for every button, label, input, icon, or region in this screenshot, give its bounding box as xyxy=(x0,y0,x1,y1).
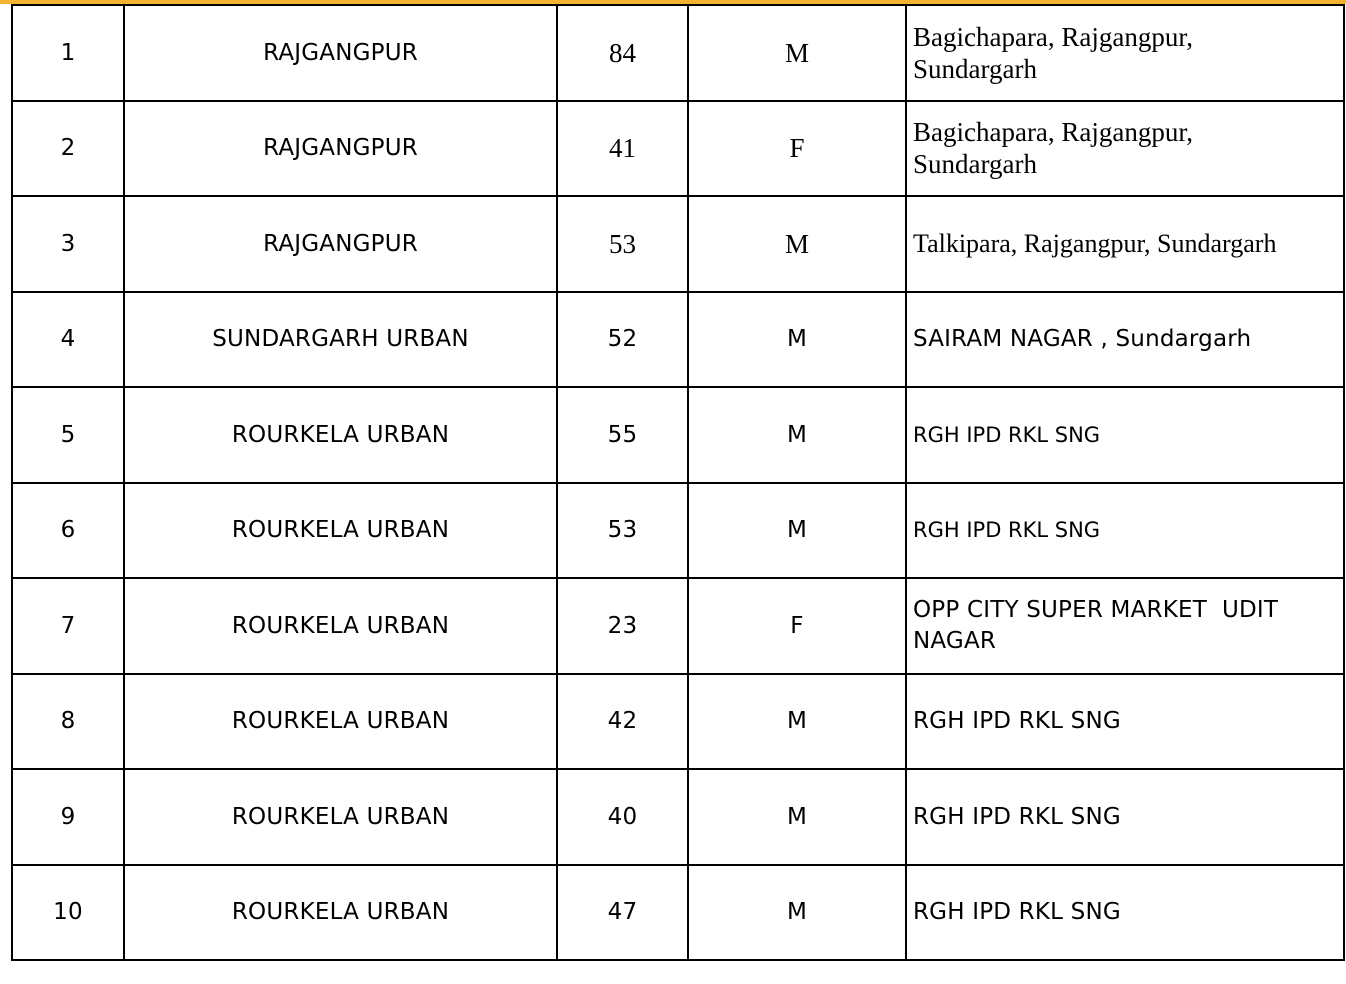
address-cell[interactable] xyxy=(906,865,1344,961)
address-text: RGH IPD RKL SNG xyxy=(913,899,1121,926)
district-cell[interactable] xyxy=(124,865,557,961)
district-cell[interactable] xyxy=(124,5,557,101)
serial-number-cell[interactable] xyxy=(12,674,124,770)
serial-number-cell[interactable] xyxy=(12,5,124,101)
serial-number: 8 xyxy=(60,708,76,735)
district-name: ROURKELA URBAN xyxy=(231,803,450,830)
serial-number: 3 xyxy=(60,230,76,257)
serial-number-cell[interactable] xyxy=(12,578,124,674)
address-text: SAIRAM NAGAR , Sundargarh xyxy=(913,326,1252,353)
table-row xyxy=(12,674,1344,770)
sex-value: F xyxy=(790,612,804,639)
sex-cell[interactable] xyxy=(688,5,906,101)
serial-number: 4 xyxy=(60,326,76,353)
address-text: Talkipara, Rajgangpur, Sundargarh xyxy=(913,228,1277,258)
district-cell[interactable] xyxy=(124,769,557,865)
address-text: RGH IPD RKL SNG xyxy=(913,803,1121,830)
address-text: Bagichapara, Rajgangpur, Sundargarh xyxy=(913,117,1194,180)
sex-cell[interactable] xyxy=(688,674,906,770)
serial-number: 2 xyxy=(60,135,76,162)
address-cell[interactable] xyxy=(906,674,1344,770)
age-value: 41 xyxy=(609,133,636,164)
age-value: 42 xyxy=(607,708,638,735)
district-cell[interactable] xyxy=(124,674,557,770)
sex-value: M xyxy=(786,899,808,926)
sex-cell[interactable] xyxy=(688,101,906,197)
table-row xyxy=(12,387,1344,483)
table-row xyxy=(12,292,1344,388)
sex-cell[interactable] xyxy=(688,196,906,292)
district-cell[interactable] xyxy=(124,483,557,579)
address-cell[interactable] xyxy=(906,101,1344,197)
age-cell[interactable] xyxy=(557,674,688,770)
district-cell[interactable] xyxy=(124,196,557,292)
district-name: ROURKELA URBAN xyxy=(231,421,450,448)
sex-cell[interactable] xyxy=(688,483,906,579)
age-cell[interactable] xyxy=(557,101,688,197)
address-text: RGH IPD RKL SNG xyxy=(913,518,1101,543)
address-cell[interactable] xyxy=(906,387,1344,483)
sex-value: M xyxy=(786,421,808,448)
serial-number: 1 xyxy=(60,39,76,66)
age-value: 55 xyxy=(607,421,638,448)
sex-cell[interactable] xyxy=(688,387,906,483)
age-value: 53 xyxy=(609,228,636,259)
age-cell[interactable] xyxy=(557,483,688,579)
district-name: ROURKELA URBAN xyxy=(231,708,450,735)
address-cell[interactable] xyxy=(906,5,1344,101)
age-value: 84 xyxy=(609,37,636,68)
age-cell[interactable] xyxy=(557,5,688,101)
sex-value: F xyxy=(789,133,805,164)
age-cell[interactable] xyxy=(557,769,688,865)
serial-number-cell[interactable] xyxy=(12,196,124,292)
district-name: RAJGANGPUR xyxy=(263,135,418,162)
table-row xyxy=(12,578,1344,674)
district-name: RAJGANGPUR xyxy=(263,39,418,66)
serial-number-cell[interactable] xyxy=(12,865,124,961)
sex-value: M xyxy=(786,326,808,353)
serial-number: 7 xyxy=(60,612,76,639)
age-value: 53 xyxy=(607,517,638,544)
district-name: SUNDARGARH URBAN xyxy=(212,326,469,353)
age-cell[interactable] xyxy=(557,196,688,292)
district-name: RAJGANGPUR xyxy=(263,230,418,257)
sex-value: M xyxy=(784,37,809,68)
district-cell[interactable] xyxy=(124,578,557,674)
table-row xyxy=(12,101,1344,197)
age-cell[interactable] xyxy=(557,387,688,483)
age-value: 47 xyxy=(607,899,638,926)
serial-number: 9 xyxy=(60,803,76,830)
table-row xyxy=(12,769,1344,865)
district-cell[interactable] xyxy=(124,292,557,388)
serial-number-cell[interactable] xyxy=(12,769,124,865)
address-cell[interactable] xyxy=(906,578,1344,674)
district-cell[interactable] xyxy=(124,101,557,197)
age-cell[interactable] xyxy=(557,578,688,674)
table-row xyxy=(12,5,1344,101)
serial-number-cell[interactable] xyxy=(12,387,124,483)
address-text: RGH IPD RKL SNG xyxy=(913,708,1121,735)
age-value: 40 xyxy=(607,803,638,830)
serial-number: 6 xyxy=(60,517,76,544)
table-row xyxy=(12,483,1344,579)
address-cell[interactable] xyxy=(906,292,1344,388)
district-name: ROURKELA URBAN xyxy=(231,612,450,639)
table-row xyxy=(12,865,1344,961)
age-value: 52 xyxy=(607,326,638,353)
serial-number-cell[interactable] xyxy=(12,292,124,388)
address-text: Bagichapara, Rajgangpur, Sundargarh xyxy=(913,21,1194,84)
sex-value: M xyxy=(786,708,808,735)
table-row xyxy=(12,196,1344,292)
sex-value: M xyxy=(784,228,809,259)
district-name: ROURKELA URBAN xyxy=(231,899,450,926)
age-cell[interactable] xyxy=(557,865,688,961)
patient-records-table xyxy=(11,4,1345,961)
sex-value: M xyxy=(786,517,808,544)
serial-number-cell[interactable] xyxy=(12,483,124,579)
serial-number: 10 xyxy=(53,899,83,926)
address-text: OPP CITY SUPER MARKET UDIT NAGAR xyxy=(913,596,1286,654)
sex-cell[interactable] xyxy=(688,578,906,674)
district-cell[interactable] xyxy=(124,387,557,483)
sex-cell[interactable] xyxy=(688,292,906,388)
district-name: ROURKELA URBAN xyxy=(231,517,450,544)
age-value: 23 xyxy=(607,612,638,639)
sex-cell[interactable] xyxy=(688,865,906,961)
sex-value: M xyxy=(786,803,808,830)
age-cell[interactable] xyxy=(557,292,688,388)
address-text: RGH IPD RKL SNG xyxy=(913,422,1101,447)
address-cell[interactable] xyxy=(906,769,1344,865)
address-cell[interactable] xyxy=(906,196,1344,292)
serial-number-cell[interactable] xyxy=(12,101,124,197)
address-cell[interactable] xyxy=(906,483,1344,579)
serial-number: 5 xyxy=(60,421,76,448)
sex-cell[interactable] xyxy=(688,769,906,865)
